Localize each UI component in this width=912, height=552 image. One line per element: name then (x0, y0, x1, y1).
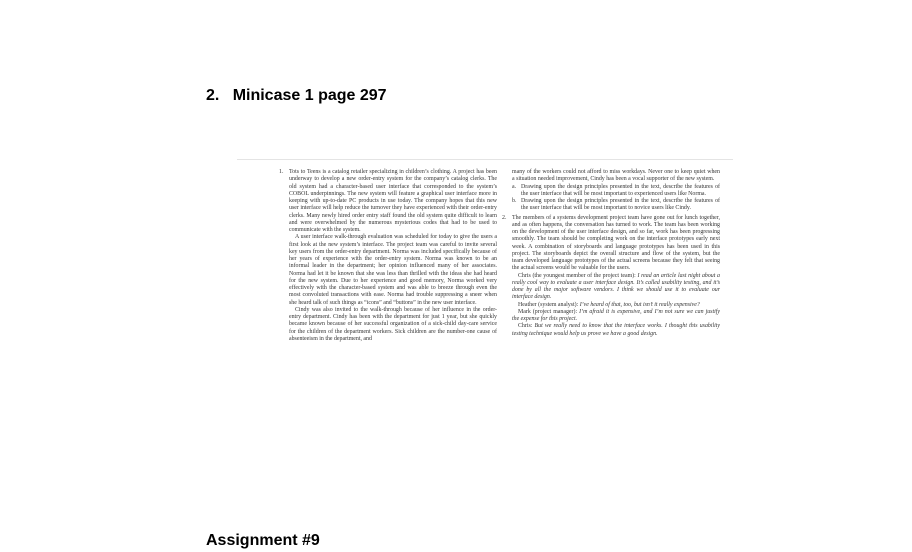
paragraph: Tots to Teens is a catalog retailer specializing in children’s clothing. A project has been underway to develop a new order-entry system for the company’s catalog clerks. The old system had a character-based user interface that corresponded to the system’s COBOL underpinnings. The new system will feature a graphical user interface more in keeping with up-to-date PC products in use today. The company hopes that this new user interface will help reduce the turnover they have experienced with their order-entry clerks. Many newly hired order entry staff found the old system quite difficult to learn and were overwhelmed by the numerous mysterious codes that had to be used to communicate with the system. (289, 169, 497, 233)
speaker: Mark (project manager): (518, 308, 578, 315)
question-letter: a. (512, 183, 517, 190)
section-number: 2. (206, 87, 220, 104)
speaker: Chris: (518, 323, 533, 330)
left-column (279, 169, 497, 343)
dialogue-mark (512, 309, 720, 324)
paragraph: The members of a systems development project team have gone out for lunch together, and as often happens, the conversation has turned to work. The team has been working on the development of the user interface design, and so far, work has been progressing smoothly. The team should be completing work on the interface prototypes early next week. A combination of storyboards and language prototypes has been used in this project. The storyboards depict the overall structure and flow of the system, but the team developed language prototypes of the actual screens because they felt that seeing the actual screens would be valuable for the users. (512, 214, 720, 272)
minicase-item-1 (279, 169, 497, 234)
minicase-item-2 (502, 214, 720, 273)
speech: But we really need to know that the interface works. I thought this usability testing technique would help us prove we have a good design. (512, 323, 720, 337)
minicase-scan (237, 159, 733, 502)
speaker: Heather (system analyst): (518, 301, 579, 308)
speech: I read an article last night about a really cool way to evaluate a user interface design. It’s called usability testing, and it’s done by all the major software vendors. I think we should use it to evaluate our interface design. (512, 272, 720, 301)
question-letter: b. (512, 198, 517, 204)
speech: I’m afraid it is expensive, and I’m not sure we can justify the expense for this project. (512, 308, 720, 322)
paragraph: A user interface walk-through evaluation was scheduled for today to give the users a first look at the new system’s interface. The project team was careful to invite several key users from the order-entry department. Norma was included specifically because of her years of experience with the order-entry system. Norma was known to be an informal leader in the department; her opinion influenced many of her associates. Norma had let it be known that she was less than thrilled with the ideas she had heard for the new system. Due to her experience and good memory, Norma worked very effectively with the character-based system and was able to breeze through even the most convoluted transactions with ease. Norma had trouble suppressing a sneer when she heard talk of such things as “icons” and “buttons” in the new user interface. (289, 234, 497, 306)
item-number: 2. (502, 214, 507, 221)
right-column (502, 169, 720, 338)
question-a (512, 184, 720, 199)
assignment-heading: Assignment #9 (206, 532, 320, 549)
section-heading (206, 87, 387, 105)
paragraph: many of the workers could not afford to miss workdays. Never one to keep quiet when a situation needed improvement, Cindy has been a vocal supporter of the new system. (512, 169, 720, 183)
question-b (512, 198, 720, 213)
question-text: Drawing upon the design principles presented in the text, describe the features of the user interface that will be most important to novice users like Cindy. (521, 198, 720, 212)
speech: I’ve heard of that, too, but isn’t it really expensive? (579, 301, 700, 308)
dialogue-chris-2 (512, 323, 720, 338)
dialogue-heather (512, 302, 720, 309)
speaker: Chris (the youngest member of the project team): (518, 272, 636, 279)
paragraph: Cindy was also invited to the walk-through because of her influence in the order-entry department. Cindy has been with the department for just 1 year, but she quickly became known because of her successful organization of a sick-child day-care service for the children of the department workers. Sick children are the number-one cause of absenteeism in the department, and (289, 306, 497, 342)
dialogue-chris (512, 273, 720, 302)
question-text: Drawing upon the design principles presented in the text, describe the features of the user interface that will be most important to experienced users like Norma. (521, 183, 720, 197)
item-number: 1. (279, 169, 284, 175)
section-title: Minicase 1 page 297 (232, 87, 387, 104)
